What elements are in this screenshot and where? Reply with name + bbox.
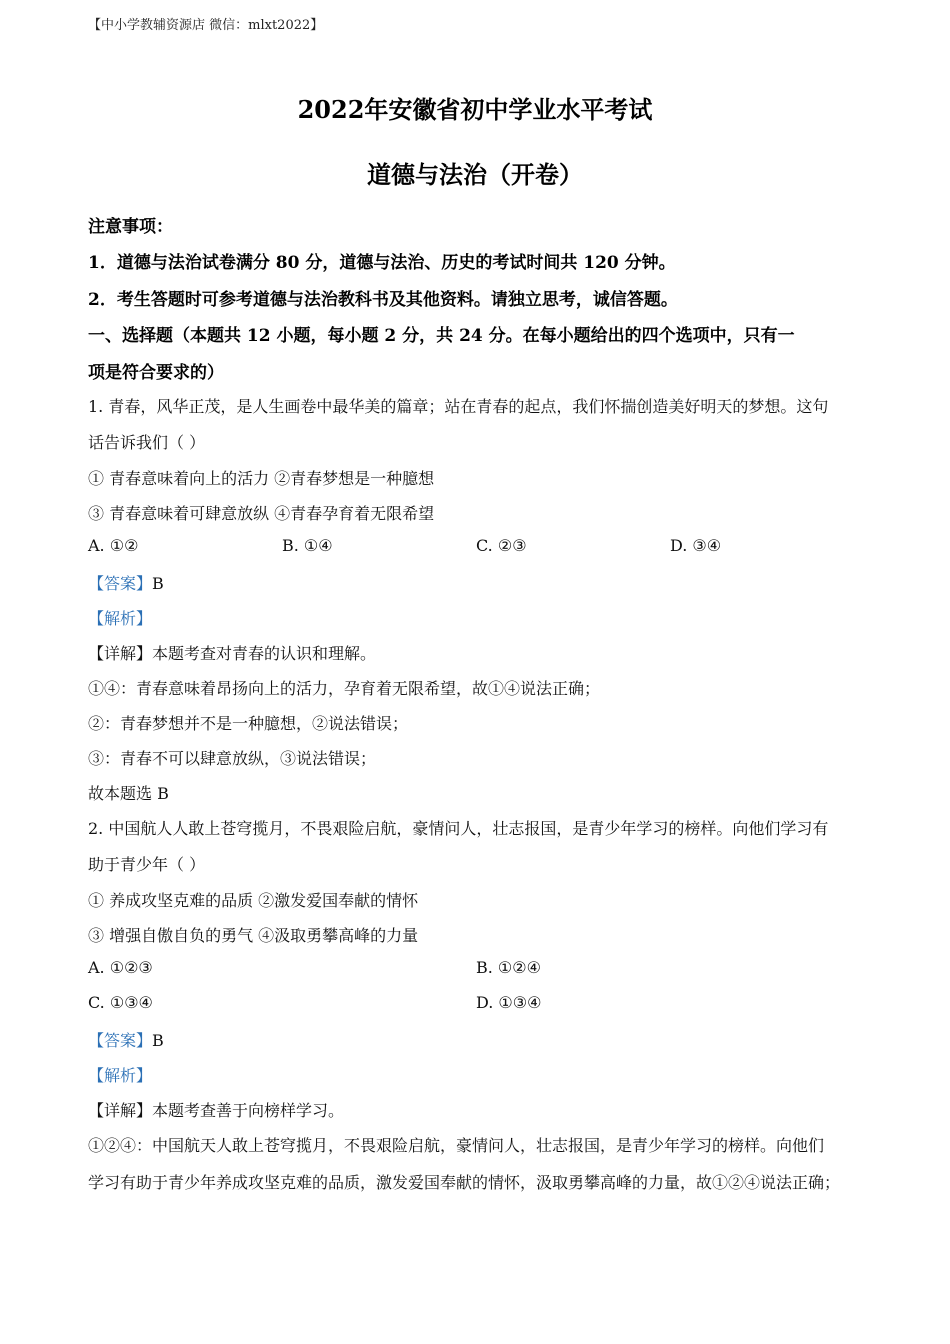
q1-option-b: B. ①④ — [282, 536, 333, 555]
answer-value: B — [152, 1031, 164, 1050]
q1-option-a: A. ①② — [88, 536, 139, 555]
q2-stem-line-2: 助于青少年（ ） — [88, 855, 206, 874]
section-heading-line-1: 一、选择题（本题共 12 小题，每小题 2 分，共 24 分。在每小题给出的四个选项中，只有一 — [88, 326, 795, 346]
detail-text: 本题考查善于向榜样学习。 — [152, 1101, 345, 1120]
answer-value: B — [152, 574, 164, 593]
q2-answer — [88, 1028, 164, 1051]
notice-item-1: 1．道德与法治试卷满分 80 分，道德与法治、历史的考试时间共 120 分钟。 — [88, 253, 676, 273]
q2-explanation-1: ①②④：中国航天人敢上苍穹揽月，不畏艰险启航，豪情问人，壮志报国，是青少年学习的榜样。向他们 — [88, 1136, 825, 1155]
answer-tag: 【答案】 — [88, 574, 153, 593]
exam-title: 2022年安徽省初中学业水平考试 — [297, 95, 653, 124]
q2-option-d: D. ①③④ — [476, 993, 542, 1012]
q1-explanation-2: ②：青春梦想并不是一种臆想，②说法错误； — [88, 714, 409, 733]
q1-detail — [88, 641, 376, 664]
detail-tag: 【详解】 — [88, 1101, 153, 1120]
q2-explanation-2: 学习有助于青少年养成攻坚克难的品质，激发爱国奉献的情怀，汲取勇攀高峰的力量，故①②④说法正确； — [88, 1173, 841, 1192]
answer-tag: 【答案】 — [88, 1031, 153, 1050]
q1-conclusion: 故本题选 B — [88, 784, 169, 803]
q1-stem-line-2: 话告诉我们（ ） — [88, 433, 206, 452]
q1-option-c: C. ②③ — [476, 536, 527, 555]
q2-option-b: B. ①②④ — [476, 958, 541, 977]
q2-statements-2: ③ 增强自傲自负的勇气 ④汲取勇攀高峰的力量 — [88, 926, 419, 945]
q2-option-c: C. ①③④ — [88, 993, 153, 1012]
q1-analysis-tag: 【解析】 — [88, 609, 153, 628]
q1-explanation-3: ③：青春不可以肆意放纵，③说法错误； — [88, 749, 377, 768]
q1-option-d: D. ③④ — [670, 536, 722, 555]
notice-heading: 注意事项： — [88, 217, 173, 237]
q1-stem-line-1: 1. 青春，风华正茂，是人生画卷中最华美的篇章；站在青春的起点，我们怀揣创造美好明天的梦想。这句 — [88, 397, 829, 416]
q2-stem-line-1: 2. 中国航人人敢上苍穹揽月，不畏艰险启航，豪情问人，壮志报国，是青少年学习的榜样。向他们学习有 — [88, 819, 829, 838]
q2-detail — [88, 1098, 344, 1121]
q1-statements-2: ③ 青春意味着可肆意放纵 ④青春孕育着无限希望 — [88, 504, 435, 523]
q2-statements-1: ① 养成攻坚克难的品质 ②激发爱国奉献的情怀 — [88, 891, 419, 910]
page-header: 【中小学教辅资源店 微信：mlxt2022】 — [88, 18, 324, 33]
notice-item-2: 2．考生答题时可参考道德与法治教科书及其他资料。请独立思考，诚信答题。 — [88, 290, 678, 310]
exam-subtitle: 道德与法治（开卷） — [367, 160, 583, 189]
detail-text: 本题考查对青春的认识和理解。 — [152, 644, 377, 663]
q1-statements-1: ① 青春意味着向上的活力 ②青春梦想是一种臆想 — [88, 469, 435, 488]
q2-analysis-tag: 【解析】 — [88, 1066, 153, 1085]
q1-answer — [88, 571, 164, 594]
detail-tag: 【详解】 — [88, 644, 153, 663]
q2-option-a: A. ①②③ — [88, 958, 153, 977]
q1-explanation-1: ①④：青春意味着昂扬向上的活力，孕育着无限希望，故①④说法正确； — [88, 679, 601, 698]
section-heading-line-2: 项是符合要求的） — [88, 363, 224, 383]
